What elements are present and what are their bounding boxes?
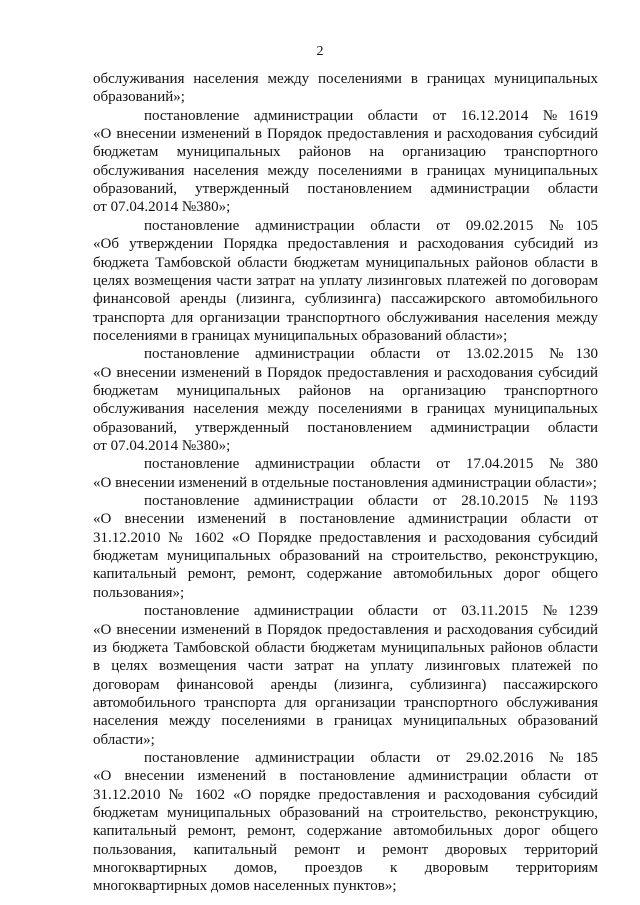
text-line: транспорта для организации транспортного обслуживания населения между: [93, 309, 598, 326]
text-line: постановление администрации области от 16.12.2014 №1619: [144, 107, 598, 124]
text-line: постановление администрации области от 13.02.2015 №130: [144, 346, 598, 363]
text-line: бюджетам муниципальных образований на строительство, реконструкцию,: [93, 548, 598, 565]
text-line: постановление администрации области от 29.02.2016 №185: [144, 749, 598, 766]
text-line: постановление администрации области от 09.02.2015 №105: [144, 217, 598, 234]
text-line: пользования»;: [93, 584, 185, 601]
text-line: 31.12.2010 № 1602 «О Порядке предоставления и расходования субсидий: [93, 529, 598, 546]
text-line: финансовой аренды (лизинга, сублизинга) пассажирского автомобильного: [93, 291, 598, 308]
text-line: бюджетам муниципальных образований на строительство, реконструкцию,: [93, 805, 598, 821]
text-line: обслуживания населения между поселениями в границах муниципальных: [93, 162, 598, 179]
text-line: в целях возмещения части затрат на уплату лизинговых платежей по: [93, 658, 598, 675]
text-line: постановление администрации области от 28.10.2015 №1193: [144, 493, 598, 510]
text-line: бюджетам муниципальных районов на организацию транспортного: [93, 382, 598, 399]
text-line: многоквартирных домов населенных пунктов»;: [93, 878, 397, 895]
text-line: образований, утвержденный постановлением администрации области: [93, 419, 598, 436]
text-line: от 07.04.2014 №380»;: [93, 438, 231, 454]
text-line: многоквартирных домов, проездов к дворовым территориям: [93, 860, 598, 877]
text-line: бюджетам муниципальных районов на организацию транспортного: [93, 144, 598, 161]
text-line: от 07.04.2014 №380»;: [93, 199, 231, 216]
page-number: 2: [316, 44, 324, 59]
text-line: обслуживания населения между поселениями в границах муниципальных: [93, 401, 598, 418]
text-line: «О внесении изменений в постановление администрации области от: [93, 768, 598, 785]
text-line: целях возмещения части затрат на уплату лизинговых платежей по договорам: [93, 272, 598, 289]
text-line: капитальный ремонт, ремонт, содержание автомобильных дорог общего: [93, 823, 598, 840]
text-line: постановление администрации области от 17.04.2015 №380: [144, 456, 598, 473]
text-line: поселениями в границах муниципальных образований области»;: [93, 327, 508, 344]
text-line: 31.12.2010 № 1602 «О порядке предоставления и расходования субсидий: [93, 786, 598, 803]
text-line: «О внесении изменений в отдельные постановления администрации области»;: [93, 474, 597, 491]
text-line: обслуживания населения между поселениями в границах муниципальных: [93, 71, 598, 87]
text-line: области»;: [93, 731, 155, 748]
text-line: постановление администрации области от 03.11.2015 №1239: [144, 603, 598, 620]
text-line: «О внесении изменений в Порядок предоставления и расходования субсидий: [93, 364, 598, 381]
text-line: «О внесении изменений в Порядок предоставления и расходования субсидий: [93, 621, 598, 638]
text-line: «О внесении изменений в Порядок предоставления и расходования субсидий: [93, 126, 598, 143]
text-line: «О внесении изменений в постановление администрации области от: [93, 511, 598, 528]
text-line: бюджета Тамбовской области бюджетам муниципальных районов области в: [93, 254, 598, 271]
text-line: образований»;: [93, 89, 185, 106]
text-line: населения между поселениями в границах муниципальных образований: [93, 713, 598, 730]
text-line: из бюджета Тамбовской области бюджетам муниципальных районов области: [93, 639, 598, 656]
text-line: договорам финансовой аренды (лизинга, сублизинга) пассажирского: [93, 676, 598, 693]
text-line: капитальный ремонт, ремонт, содержание автомобильных дорог общего: [93, 566, 598, 583]
text-line: образований, утвержденный постановлением администрации области: [93, 181, 598, 198]
text-line: «Об утверждении Порядка предоставления и расходования субсидий из: [93, 236, 598, 253]
text-line: автомобильного транспорта для организации транспортного обслуживания: [93, 694, 598, 711]
text-line: пользования, капитальный ремонт и ремонт дворовых территорий: [93, 841, 598, 858]
